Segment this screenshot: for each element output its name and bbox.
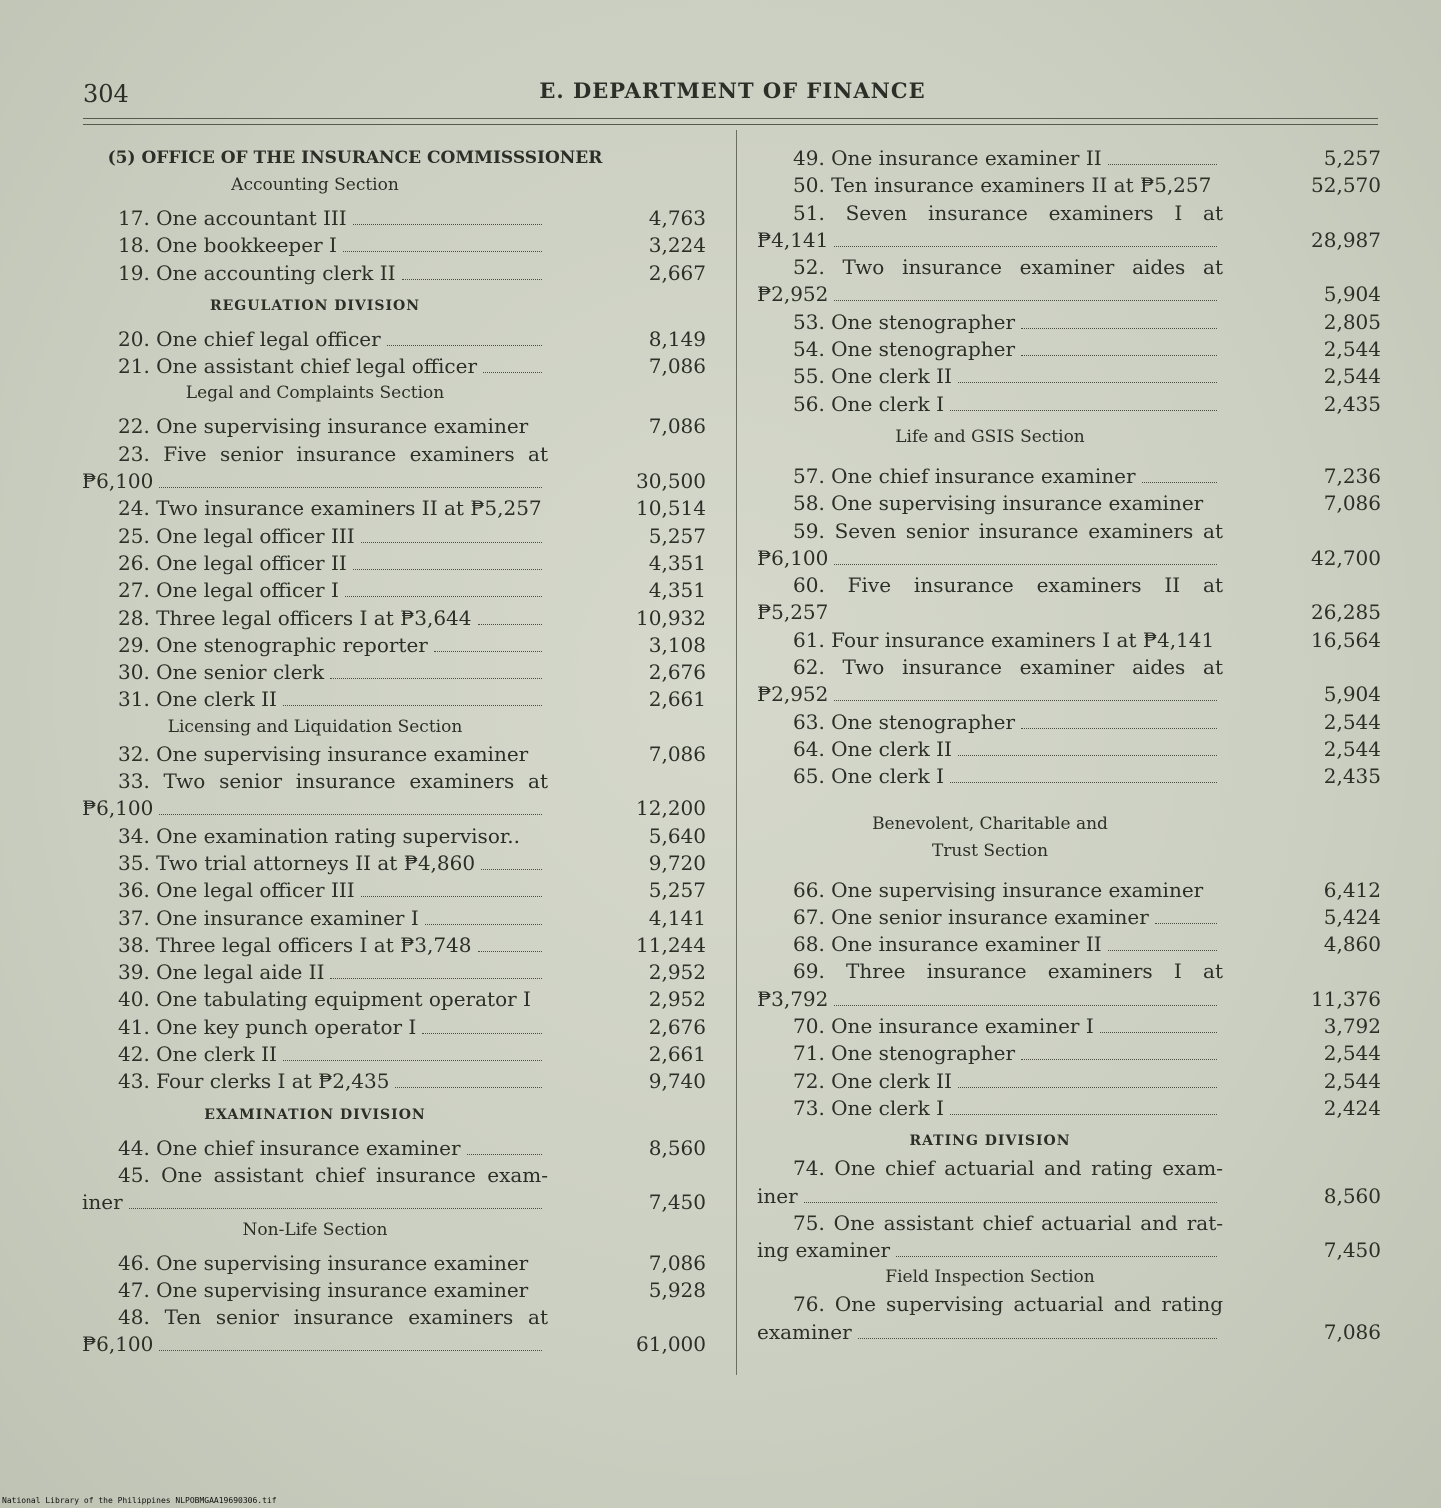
item-amount: 4,763: [648, 206, 706, 230]
item-text: 50. Ten insurance examiners II at ₱5,257: [793, 173, 1212, 198]
office-heading: (5) OFFICE OF THE INSURANCE COMMISSSIONER: [107, 148, 603, 168]
dot-leader: [330, 678, 542, 679]
column-divider: [736, 130, 737, 1375]
section-heading: Legal and Complaints Section: [185, 383, 445, 404]
item-text: 41. One key punch operator I: [118, 1014, 417, 1039]
line-item: [82, 1041, 708, 1068]
item-amount: 11,244: [636, 932, 706, 957]
line-item: [757, 1040, 1383, 1067]
item-amount: 4,351: [648, 550, 706, 575]
item-amount: 5,424: [1323, 904, 1381, 929]
line-item: [82, 741, 708, 768]
item-amount: 2,544: [1323, 337, 1381, 362]
item-text: 68. One insurance examiner II: [793, 932, 1102, 957]
division-heading: EXAMINATION DIVISION: [204, 1106, 426, 1123]
item-text: 20. One chief legal officer: [118, 326, 381, 351]
item-text: 69. Three insurance examiners I at: [793, 959, 1223, 984]
item-amount: 7,086: [1323, 1319, 1381, 1344]
line-item-wrapped: [757, 518, 1383, 573]
item-text: 32. One supervising insurance examiner: [118, 741, 529, 766]
line-item: [82, 1068, 708, 1095]
item-amount: 4,351: [648, 578, 706, 603]
item-amount: 12,200: [636, 796, 706, 821]
line-item-wrapped: [82, 768, 708, 823]
dot-leader: [361, 542, 542, 543]
item-text: 74. One chief actuarial and rating exam-: [793, 1156, 1223, 1181]
line-item: [82, 205, 708, 232]
line-item: [757, 463, 1383, 490]
item-amount: 2,544: [1323, 364, 1381, 389]
item-text: 33. Two senior insurance examiners at: [118, 769, 548, 794]
item-amount: 7,450: [648, 1190, 706, 1215]
item-amount: 2,544: [1323, 1068, 1381, 1093]
division-heading: RATING DIVISION: [909, 1133, 1071, 1150]
dot-leader: [950, 1114, 1217, 1115]
item-text: 66. One supervising insurance examiner: [793, 877, 1204, 902]
item-amount: 5,257: [1323, 146, 1381, 170]
line-item-wrapped: [757, 654, 1383, 709]
item-amount: 10,514: [636, 496, 706, 521]
item-amount: 7,086: [648, 414, 706, 439]
item-amount: 5,904: [1323, 682, 1381, 707]
dot-leader: [1021, 728, 1217, 729]
header-rule-bottom: [83, 124, 1378, 125]
line-item: [82, 260, 708, 287]
dot-leader: [834, 246, 1217, 247]
item-text: 26. One legal officer II: [118, 550, 347, 575]
line-item: [82, 495, 708, 522]
item-text-continued: ₱2,952: [757, 682, 829, 707]
item-amount: 2,661: [648, 1042, 706, 1067]
item-text: 63. One stenographer: [793, 709, 1016, 734]
line-item: [757, 904, 1383, 931]
item-text: 64. One clerk II: [793, 736, 952, 761]
dot-leader: [159, 487, 542, 488]
item-text: 70. One insurance examiner I: [793, 1014, 1094, 1039]
dot-leader: [1021, 355, 1217, 356]
dot-leader: [343, 251, 542, 252]
dot-leader: [834, 564, 1217, 565]
dot-leader: [950, 782, 1217, 783]
line-item: [757, 336, 1383, 363]
dot-leader: [159, 1350, 542, 1351]
dot-leader: [353, 569, 542, 570]
item-text: 37. One insurance examiner I: [118, 905, 419, 930]
item-amount: 5,904: [1323, 282, 1381, 307]
item-text: 76. One supervising actuarial and rating: [793, 1292, 1223, 1317]
item-text: 35. Two trial attorneys II at ₱4,860: [118, 850, 476, 875]
line-item: [757, 145, 1383, 172]
item-amount: 2,667: [648, 260, 706, 285]
item-text: 62. Two insurance examiner aides at: [793, 655, 1223, 680]
dot-leader: [958, 382, 1217, 383]
line-item: [82, 850, 708, 877]
item-text: 75. One assistant chief actuarial and rat-: [793, 1210, 1223, 1235]
item-amount: 5,257: [648, 878, 706, 903]
dot-leader: [950, 410, 1217, 411]
dot-leader: [434, 651, 542, 652]
item-amount: 28,987: [1311, 227, 1381, 252]
dot-leader: [958, 1087, 1217, 1088]
line-item: [82, 659, 708, 686]
item-text-continued: ₱5,257: [757, 600, 829, 625]
division-heading: REGULATION DIVISION: [210, 297, 420, 314]
item-text-continued: ing examiner: [757, 1238, 891, 1263]
dot-leader: [478, 624, 542, 625]
dot-leader: [481, 869, 542, 870]
dot-leader: [1021, 328, 1217, 329]
item-amount: 2,952: [648, 987, 706, 1012]
line-item-wrapped: [757, 200, 1383, 255]
dot-leader: [387, 345, 542, 346]
line-item: [82, 905, 708, 932]
item-text: 29. One stenographic reporter: [118, 632, 428, 657]
item-amount: 7,086: [1323, 491, 1381, 516]
line-item: [82, 686, 708, 713]
item-text: 72. One clerk II: [793, 1068, 952, 1093]
dot-leader: [422, 1033, 542, 1034]
item-amount: 2,424: [1323, 1095, 1381, 1120]
item-text: 27. One legal officer I: [118, 578, 339, 603]
line-item: [757, 363, 1383, 390]
item-amount: 11,376: [1311, 986, 1381, 1011]
dot-leader: [1155, 923, 1217, 924]
line-item: [82, 550, 708, 577]
item-amount: 2,952: [648, 960, 706, 985]
item-text: 48. Ten senior insurance examiners at: [118, 1305, 548, 1330]
item-text: 25. One legal officer III: [118, 523, 355, 548]
section-heading: Licensing and Liquidation Section: [167, 716, 463, 737]
dot-leader: [129, 1208, 542, 1209]
dot-leader: [858, 1338, 1217, 1339]
line-item: [757, 1013, 1383, 1040]
item-text: 56. One clerk I: [793, 391, 945, 416]
item-amount: 7,236: [1323, 463, 1381, 488]
section-heading: Life and GSIS Section: [895, 426, 1085, 447]
item-amount: 4,141: [648, 905, 706, 930]
dot-leader: [361, 896, 542, 897]
item-text: 58. One supervising insurance examiner: [793, 491, 1204, 516]
item-text-continued: ₱6,100: [82, 469, 154, 494]
item-amount: 2,544: [1323, 1041, 1381, 1066]
page-number: 304: [83, 80, 129, 108]
item-text: 19. One accounting clerk II: [118, 260, 396, 285]
line-item: [82, 326, 708, 353]
item-amount: 7,086: [648, 741, 706, 766]
scan-footer: National Library of the Philippines NLPOBMGAA19690306.tif: [2, 1496, 277, 1505]
line-item-wrapped: [757, 1155, 1383, 1210]
item-amount: 4,860: [1323, 932, 1381, 957]
item-text: 53. One stenographer: [793, 309, 1016, 334]
item-text: 18. One bookkeeper I: [118, 233, 337, 258]
item-amount: 30,500: [636, 469, 706, 494]
line-item: [757, 736, 1383, 763]
line-item-wrapped: [82, 1162, 708, 1217]
item-text: 34. One examination rating supervisor..: [118, 823, 520, 848]
line-item-wrapped: [82, 441, 708, 496]
item-amount: 2,435: [1323, 391, 1381, 416]
line-item-wrapped: [82, 1304, 708, 1359]
item-text: 59. Seven senior insurance examiners at: [793, 518, 1223, 543]
line-item: [82, 413, 708, 440]
blank-leader: [834, 618, 1217, 619]
item-amount: 2,435: [1323, 764, 1381, 789]
item-text: 42. One clerk II: [118, 1042, 277, 1067]
line-item: [82, 986, 708, 1013]
item-amount: 52,570: [1311, 173, 1381, 198]
line-item-wrapped: [757, 1291, 1383, 1346]
item-text: 43. Four clerks I at ₱2,435: [118, 1069, 390, 1094]
dot-leader: [283, 1060, 542, 1061]
dot-leader: [402, 279, 542, 280]
line-item: [82, 577, 708, 604]
item-text: 60. Five insurance examiners II at: [793, 573, 1223, 598]
item-text: 65. One clerk I: [793, 764, 945, 789]
item-text: 71. One stenographer: [793, 1041, 1016, 1066]
item-text: 54. One stenographer: [793, 337, 1016, 362]
item-text-continued: examiner: [757, 1319, 852, 1344]
dot-leader: [834, 1005, 1217, 1006]
dot-leader: [330, 978, 542, 979]
line-item: [82, 823, 708, 850]
item-text: 45. One assistant chief insurance exam-: [118, 1162, 548, 1187]
item-text: 47. One supervising insurance examiner: [118, 1277, 529, 1302]
line-item-wrapped: [757, 958, 1383, 1013]
line-item: [757, 1068, 1383, 1095]
item-text: 40. One tabulating equipment operator I: [118, 987, 531, 1012]
item-text: 17. One accountant III: [118, 206, 347, 230]
item-text: 38. Three legal officers I at ₱3,748: [118, 932, 472, 957]
dot-leader: [1108, 950, 1217, 951]
item-text: 52. Two insurance examiner aides at: [793, 255, 1223, 280]
line-item: [82, 232, 708, 259]
line-item: [82, 1014, 708, 1041]
item-amount: 7,086: [648, 354, 706, 379]
line-item: [82, 959, 708, 986]
item-amount: 9,740: [648, 1069, 706, 1094]
item-amount: 2,544: [1323, 736, 1381, 761]
item-text: 21. One assistant chief legal officer: [118, 354, 478, 379]
dot-leader: [1142, 482, 1217, 483]
dot-leader: [896, 1256, 1217, 1257]
dot-leader: [1108, 164, 1217, 165]
item-text: 73. One clerk I: [793, 1095, 945, 1120]
item-amount: 42,700: [1311, 545, 1381, 570]
header-rule-top: [83, 118, 1378, 119]
line-item-wrapped: [757, 254, 1383, 309]
item-text: 31. One clerk II: [118, 687, 277, 712]
dot-leader: [395, 1087, 542, 1088]
line-item: [757, 877, 1383, 904]
line-item-wrapped: [757, 1210, 1383, 1265]
item-amount: 3,792: [1323, 1014, 1381, 1039]
item-amount: 26,285: [1311, 600, 1381, 625]
dot-leader: [834, 700, 1217, 701]
line-item: [757, 931, 1383, 958]
dot-leader: [283, 705, 542, 706]
item-amount: 3,108: [648, 632, 706, 657]
item-text-continued: ₱6,100: [82, 796, 154, 821]
item-amount: 61,000: [636, 1332, 706, 1357]
line-item: [82, 1135, 708, 1162]
item-text-continued: ₱2,952: [757, 282, 829, 307]
item-amount: 9,720: [648, 850, 706, 875]
item-amount: 16,564: [1311, 627, 1381, 652]
line-item: [757, 627, 1383, 654]
section-heading-line-2: Trust Section: [931, 840, 1049, 861]
item-text-continued: iner: [757, 1183, 798, 1208]
item-text: 24. Two insurance examiners II at ₱5,257: [118, 496, 542, 521]
left-column: [82, 145, 708, 1359]
dot-leader: [958, 755, 1217, 756]
item-text: 57. One chief insurance examiner: [793, 463, 1136, 488]
dot-leader: [834, 300, 1217, 301]
line-item: [757, 309, 1383, 336]
item-amount: 5,928: [648, 1277, 706, 1302]
item-amount: 5,640: [648, 823, 706, 848]
dot-leader: [1100, 1032, 1217, 1033]
right-column: [757, 145, 1383, 1346]
item-text: 44. One chief insurance examiner: [118, 1135, 461, 1160]
item-amount: 2,676: [648, 1014, 706, 1039]
item-text: 55. One clerk II: [793, 364, 952, 389]
item-text: 23. Five senior insurance examiners at: [118, 441, 548, 466]
item-text: 22. One supervising insurance examiner: [118, 414, 529, 439]
item-amount: 2,661: [648, 687, 706, 712]
item-amount: 2,544: [1323, 709, 1381, 734]
item-text-continued: ₱4,141: [757, 227, 829, 252]
dot-leader: [478, 951, 542, 952]
line-item: [82, 605, 708, 632]
item-text-continued: iner: [82, 1190, 123, 1215]
item-amount: 3,224: [648, 233, 706, 258]
line-item: [82, 353, 708, 380]
dot-leader: [345, 596, 542, 597]
line-item: [757, 391, 1383, 418]
line-item: [82, 1277, 708, 1304]
line-item: [757, 709, 1383, 736]
section-heading: Non-Life Section: [242, 1219, 388, 1240]
page-title: E. DEPARTMENT OF FINANCE: [539, 78, 926, 103]
dot-leader: [804, 1202, 1217, 1203]
item-text: 51. Seven insurance examiners I at: [793, 200, 1223, 225]
item-text: 28. Three legal officers I at ₱3,644: [118, 605, 472, 630]
item-text: 30. One senior clerk: [118, 660, 325, 685]
item-text: 49. One insurance examiner II: [793, 146, 1102, 170]
item-text: 39. One legal aide II: [118, 960, 325, 985]
line-item: [82, 523, 708, 550]
item-text-continued: ₱6,100: [82, 1332, 154, 1357]
dot-leader: [353, 224, 542, 225]
item-text: 36. One legal officer III: [118, 878, 355, 903]
section-heading: Benevolent, Charitable and: [872, 813, 1108, 834]
dot-leader: [1021, 1059, 1217, 1060]
line-item: [757, 490, 1383, 517]
item-text-continued: ₱6,100: [757, 545, 829, 570]
line-item-wrapped: [757, 572, 1383, 627]
item-amount: 6,412: [1323, 877, 1381, 902]
section-heading: Field Inspection Section: [885, 1267, 1095, 1288]
line-item: [757, 172, 1383, 199]
line-item: [757, 1095, 1383, 1122]
line-item: [82, 1250, 708, 1277]
item-text: 46. One supervising insurance examiner: [118, 1250, 529, 1275]
item-amount: 2,676: [648, 660, 706, 685]
dot-leader: [483, 372, 542, 373]
item-amount: 2,805: [1323, 309, 1381, 334]
item-amount: 10,932: [636, 605, 706, 630]
item-text: 67. One senior insurance examiner: [793, 904, 1149, 929]
section-heading: Accounting Section: [231, 175, 399, 195]
item-amount: 5,257: [648, 523, 706, 548]
item-amount: 7,450: [1323, 1238, 1381, 1263]
line-item: [82, 932, 708, 959]
item-amount: 7,086: [648, 1250, 706, 1275]
line-item: [82, 877, 708, 904]
dot-leader: [425, 924, 542, 925]
item-amount: 8,560: [648, 1135, 706, 1160]
item-amount: 8,560: [1323, 1183, 1381, 1208]
dot-leader: [467, 1154, 542, 1155]
item-amount: 8,149: [648, 326, 706, 351]
item-text-continued: ₱3,792: [757, 986, 829, 1011]
item-text: 61. Four insurance examiners I at ₱4,141: [793, 627, 1215, 652]
dot-leader: [159, 814, 542, 815]
line-item: [82, 632, 708, 659]
line-item: [757, 763, 1383, 790]
